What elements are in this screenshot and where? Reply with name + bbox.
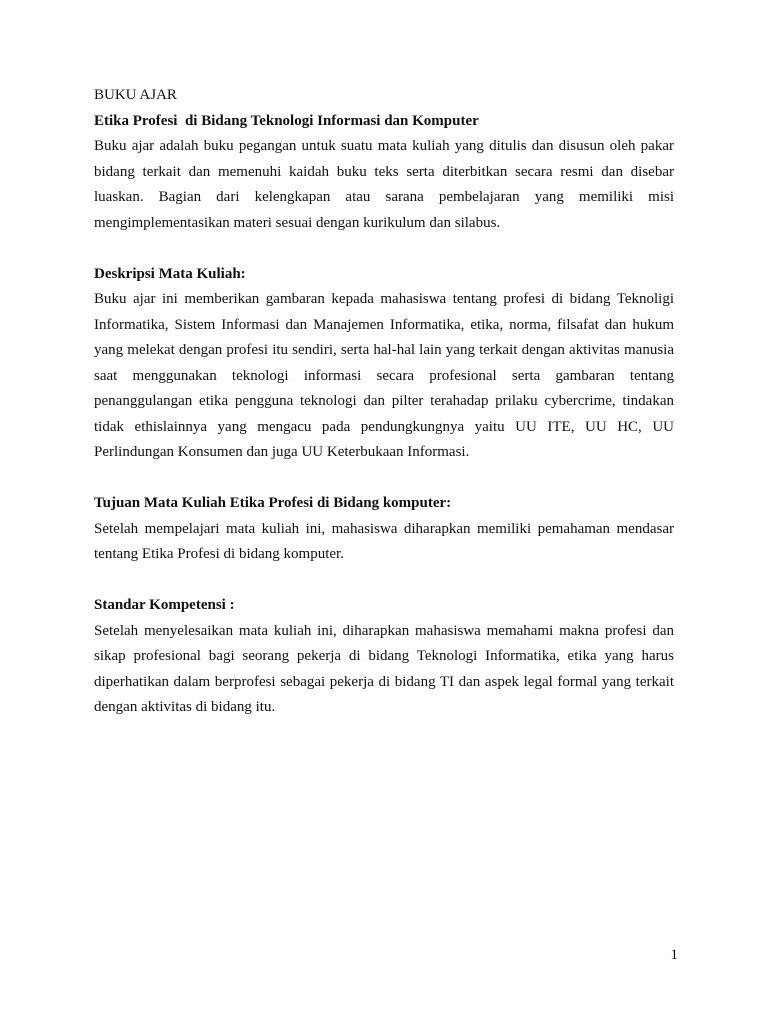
document-title: BUKU AJAR — [94, 87, 177, 103]
section-body-deskripsi: Buku ajar ini memberikan gambaran kepada mahasiswa tentang profesi di bidang Teknoligi Informatika, Sistem Informasi dan Manajemen Informatika, etika, norma, filsafat dan hukum yang melekat dengan profesi itu sendiri, serta hal-hal lain yang terkait dengan aktivitas manusia saat menggunakan teknologi informasi secara profesional serta gambaran tentang penanggulangan etika pengguna teknologi dan pilter terahadap prilaku cybercrime, tindakan tidak ethislainnya yang mengacu pada pendungkungnya yaitu UU ITE, UU HC, UU Perlindungan Konsumen dan juga UU Keterbukaan Informasi. — [94, 291, 674, 460]
section-heading-tujuan: Tujuan Mata Kuliah Etika Profesi di Bidang komputer: — [94, 495, 452, 511]
section-spacer — [94, 236, 674, 262]
section-body-standar: Setelah menyelesaikan mata kuliah ini, diharapkan mahasiswa memahami makna profesi dan sikap profesional bagi seorang pekerja di bidang Teknologi Informatika, etika yang harus diperhatikan dalam berprofesi sebagai pekerja di bidang TI dan aspek legal formal yang terkait dengan aktivitas di bidang itu. — [94, 622, 674, 715]
section-spacer — [94, 466, 674, 492]
document-subtitle: Etika Profesi di Bidang Teknologi Informasi dan Komputer — [94, 112, 479, 129]
section-heading-deskripsi: Deskripsi Mata Kuliah: — [94, 265, 246, 282]
section-spacer — [94, 568, 674, 594]
intro-paragraph: Buku ajar adalah buku pegangan untuk suatu mata kuliah yang ditulis dan disusun oleh pakar bidang terkait dan memenuhi kaidah buku teks serta diterbitkan secara resmi dan disebar luaskan. Bagian dari kelengkapan atau sarana pembelajaran yang memiliki misi mengimplementasikan materi sesuai dengan kurikulum dan silabus. — [94, 138, 674, 231]
section-body-tujuan: Setelah mempelajari mata kuliah ini, mahasiswa diharapkan memiliki pemahaman mendasar tentang Etika Profesi di bidang komputer. — [94, 520, 674, 562]
document-body — [94, 83, 674, 721]
section-heading-standar: Standar Kompetensi : — [94, 597, 235, 613]
page-number: 1 — [670, 947, 678, 963]
